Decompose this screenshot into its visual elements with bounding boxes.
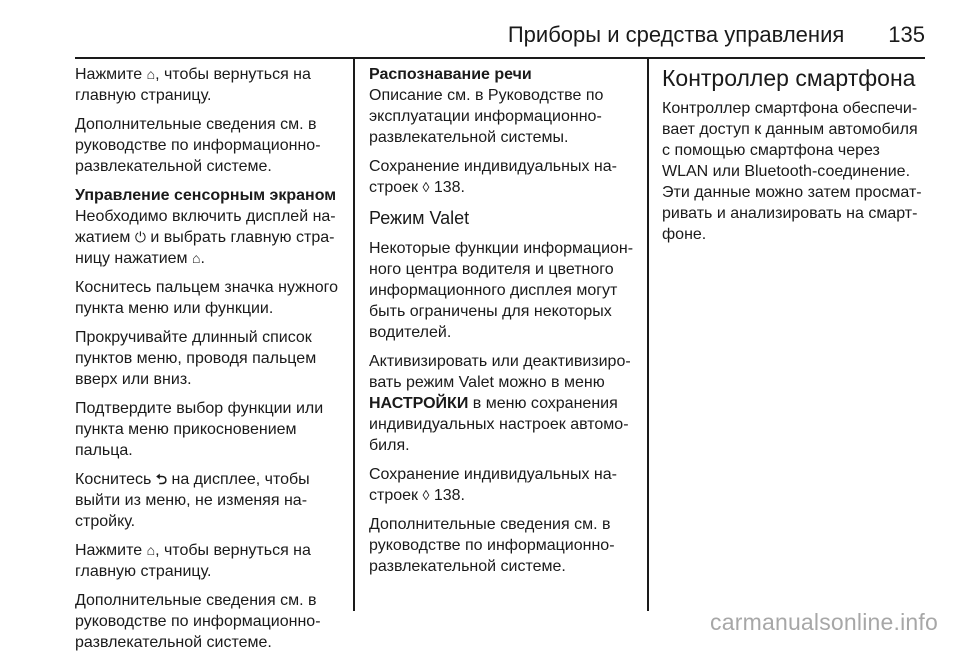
home-icon: ⌂ <box>191 250 201 266</box>
paragraph: Распознавание речи Описание см. в Руководстве по эксплуатации информационно-развлекательной системы. <box>369 64 634 148</box>
header-rule <box>75 57 925 59</box>
paragraph: Прокручивайте длинный список пунктов меню, проводя пальцем вверх или вниз. <box>75 329 317 388</box>
page-title: Приборы и средства управления <box>507 22 845 47</box>
page-ref-icon: ◊ <box>422 487 430 503</box>
paragraph: Управление сенсорным экраном Необходимо включить дисплей на-жатием ⏻ и выбрать главную стра-ницу нажатием ⌂. <box>75 185 347 269</box>
page-ref-icon: ◊ <box>422 179 430 195</box>
paragraph: Дополнительные сведения см. в руководстве по информационно-развлекательной системе. <box>75 116 321 175</box>
page-header <box>75 22 925 50</box>
column-divider-2 <box>647 59 649 611</box>
paragraph: Дополнительные сведения см. в руководстве по информационно-развлекательной системе. <box>369 516 615 575</box>
page-ref-link[interactable]: 138. <box>429 487 465 504</box>
subheading-voice: Распознавание речи <box>369 66 532 83</box>
column-divider-1 <box>353 59 355 611</box>
paragraph: Активизировать или деактивизиро-вать режим Valet можно в меню НАСТРОЙКИ в меню сохранения индивидуальных настроек автомо-биля. <box>369 353 631 454</box>
settings-menu-label: НАСТРОЙКИ <box>369 395 469 412</box>
paragraph: Сохранение индивидуальных на-строек ◊ 138. <box>369 158 617 196</box>
paragraph: Коснитесь ⮌ на дисплее, чтобы выйти из меню, не изменяя на-стройку. <box>75 471 310 530</box>
subheading-touchscreen: Управление сенсорным экраном <box>75 187 337 204</box>
column-2 <box>369 64 634 585</box>
section-heading-valet: Режим Valet <box>369 208 470 228</box>
home-icon: ⌂ <box>146 542 156 558</box>
section-heading-smartphone: Контроллер смартфона <box>662 65 916 91</box>
paragraph: Подтвердите выбор функции или пункта меню прикосновением пальца. <box>75 400 324 459</box>
page-ref-link[interactable]: 138. <box>429 179 465 196</box>
home-icon: ⌂ <box>146 66 156 82</box>
column-1 <box>75 64 347 661</box>
paragraph: Нажмите ⌂, чтобы вернуться на главную страницу. <box>75 66 311 104</box>
paragraph: Дополнительные сведения см. в руководстве по информационно-развлекательной системе. <box>75 592 321 651</box>
paragraph: Контроллер смартфона обеспечи-вает доступ к данным автомобиля с помощью смартфона через WLAN или Bluetooth-соединение. Эти данные можно затем просмат-ривать и анализировать на смарт-фоне. <box>662 100 922 243</box>
paragraph: Нажмите ⌂, чтобы вернуться на главную страницу. <box>75 542 311 580</box>
paragraph: Коснитесь пальцем значка нужного пункта меню или функции. <box>75 279 338 317</box>
back-icon: ⮌ <box>155 471 168 487</box>
column-3 <box>662 64 925 253</box>
page-number: 135 <box>888 22 925 47</box>
paragraph: Некоторые функции информацион-ного центра водителя и цветного информационного дисплея могут быть ограничены для некоторых водителей. <box>369 240 634 341</box>
paragraph: Сохранение индивидуальных на-строек ◊ 138. <box>369 466 617 504</box>
watermark: carmanualsonline.info <box>710 609 938 635</box>
power-icon: ⏻ <box>134 229 146 245</box>
